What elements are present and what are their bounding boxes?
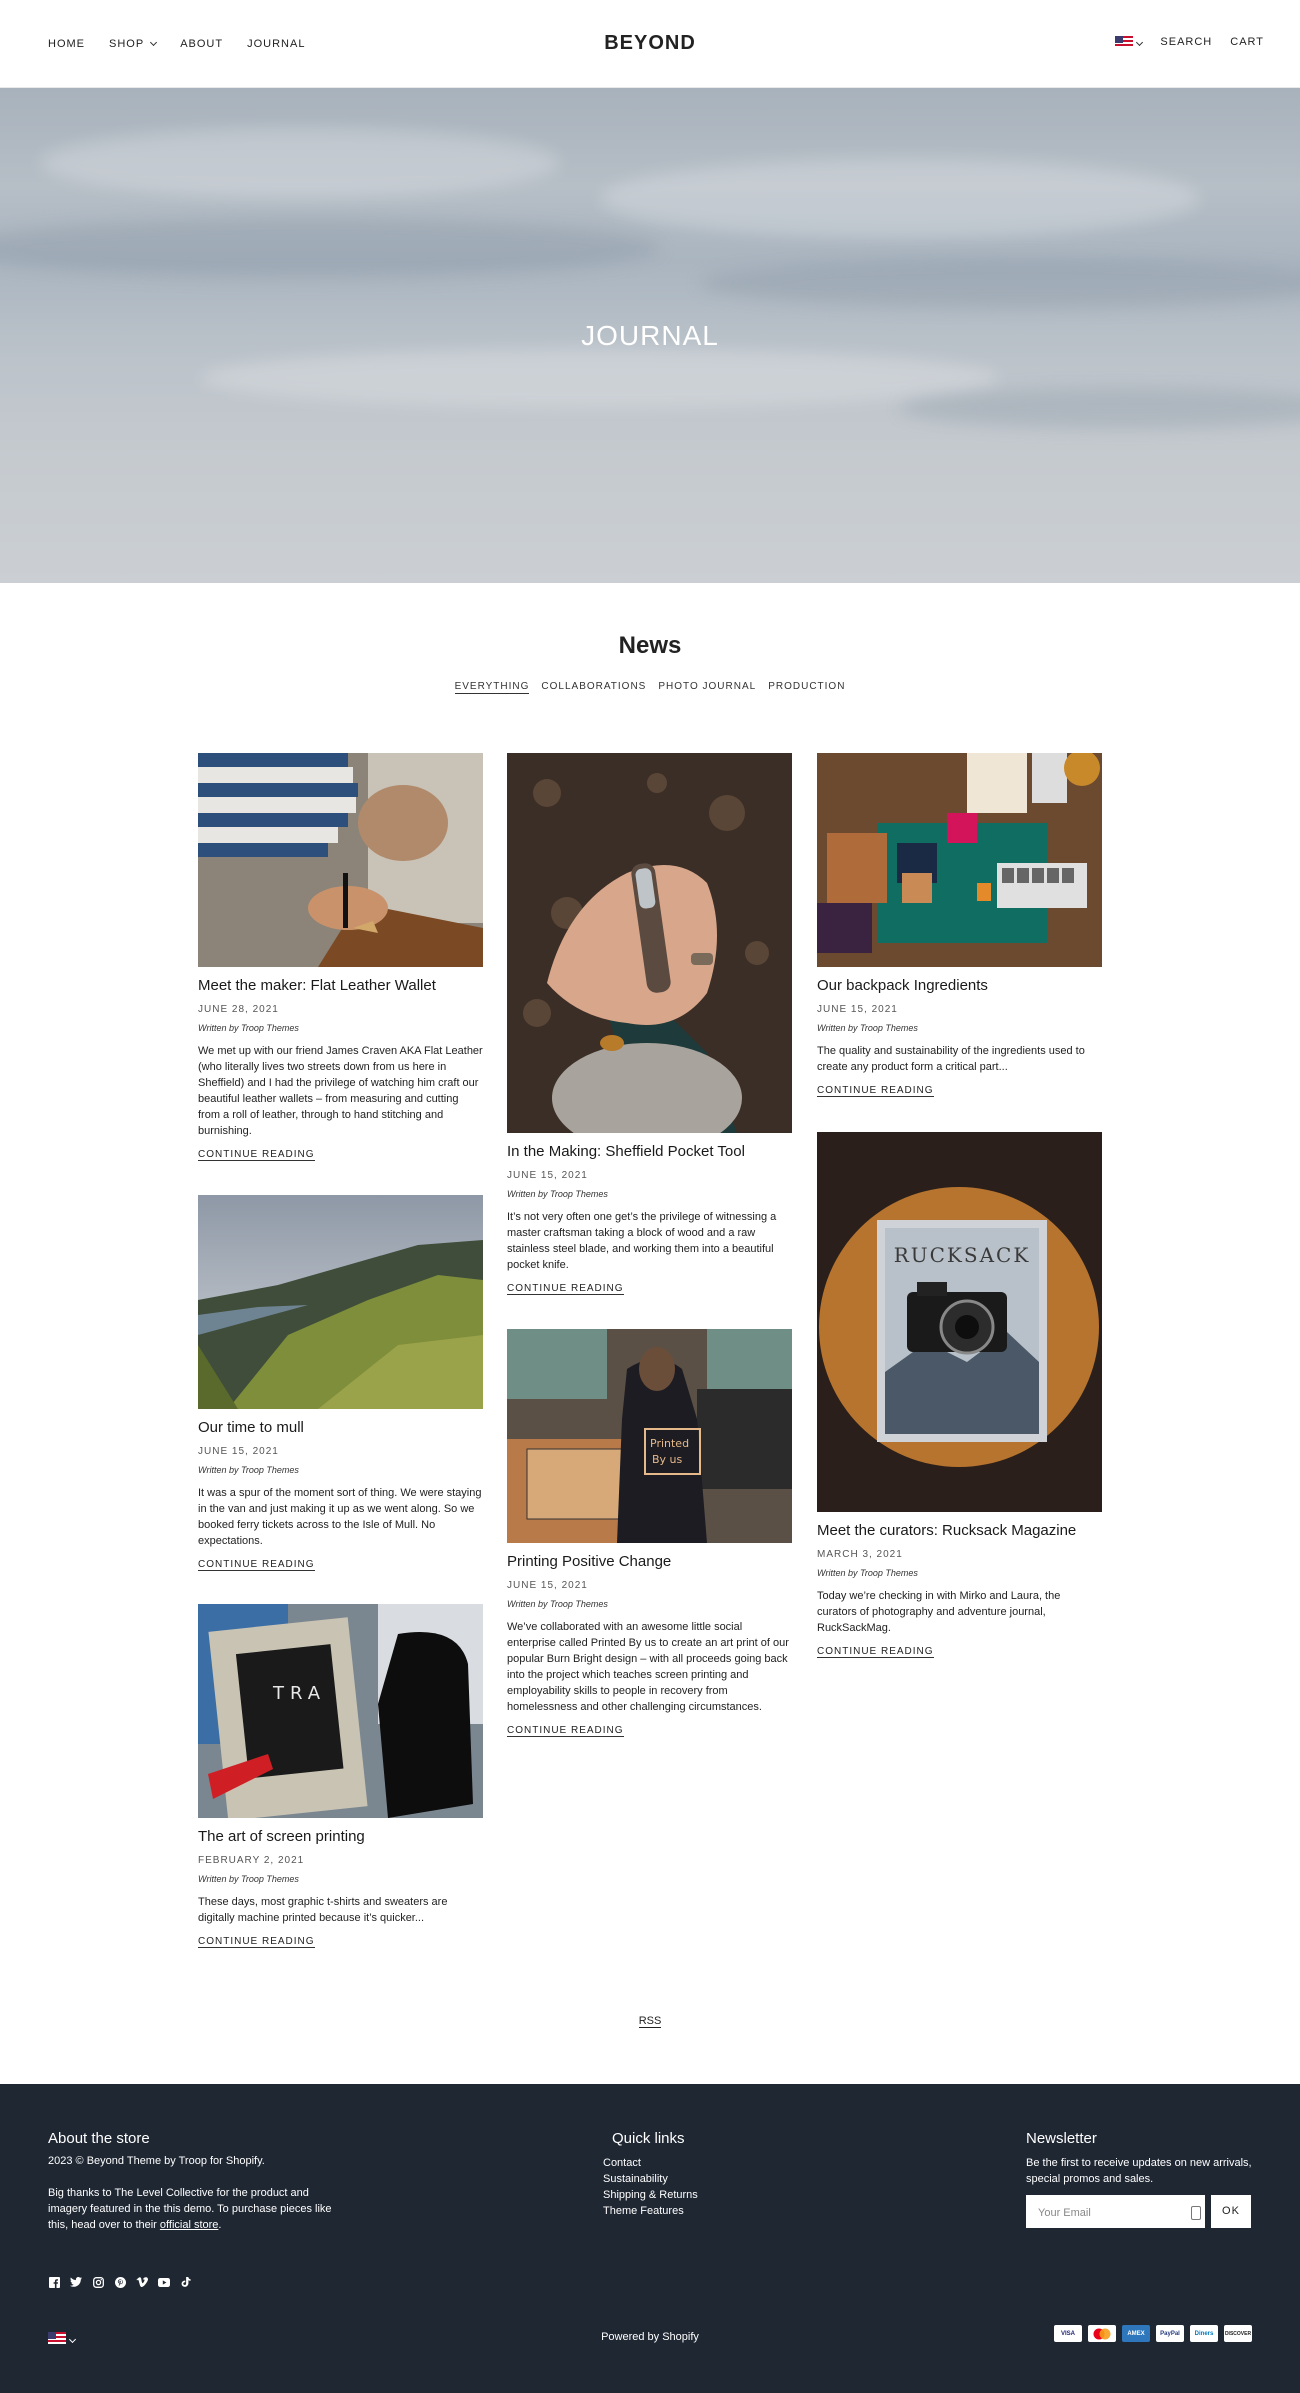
mastercard-icon xyxy=(1088,2325,1116,2342)
article-date: JUNE 15, 2021 xyxy=(507,1170,588,1181)
article-title[interactable]: In the Making: Sheffield Pocket Tool xyxy=(507,1143,745,1160)
article-author: Written by Troop Themes xyxy=(507,1189,608,1199)
footer-link-contact[interactable]: Contact xyxy=(603,2157,641,2169)
footer-link-theme-features[interactable]: Theme Features xyxy=(603,2205,684,2217)
discover-icon: DISCOVER xyxy=(1224,2325,1252,2342)
hero-cloud xyxy=(700,258,1300,308)
continue-reading-link[interactable]: CONTINUE READING xyxy=(507,1725,624,1736)
payment-icons xyxy=(1054,2325,1252,2342)
article-card xyxy=(507,753,792,1296)
printed-by-us-photo xyxy=(507,1329,792,1543)
article-card xyxy=(198,1604,483,1949)
article-excerpt: It’s not very often one get’s the privilege of witnessing a master craftsman taking a block of wood and a raw stainless steel blade, and working them into a beautiful pocket knife. xyxy=(507,1211,777,1271)
nav-home[interactable]: HOME xyxy=(48,38,85,50)
footer-about xyxy=(48,2131,348,2233)
article-date: JUNE 28, 2021 xyxy=(198,1004,279,1015)
newsletter-submit-button[interactable]: OK xyxy=(1211,2195,1251,2228)
article-author: Written by Troop Themes xyxy=(817,1023,918,1033)
continue-reading-link[interactable]: CONTINUE READING xyxy=(198,1936,315,1947)
footer-about-title: About the store xyxy=(48,2130,150,2147)
magazine-masthead: RUCKSACK xyxy=(893,1243,1031,1267)
article-title[interactable]: Our backpack Ingredients xyxy=(817,977,988,994)
footer-thanks-text: Big thanks to The Level Collective for the product and imagery featured in the this demo. To purchase pieces like this, head over to their xyxy=(48,2187,332,2231)
section-title: News xyxy=(618,632,682,659)
article-card xyxy=(507,1329,792,1738)
article-date: FEBRUARY 2, 2021 xyxy=(198,1855,305,1866)
category-filters xyxy=(0,681,1300,694)
article-image[interactable] xyxy=(817,1132,1102,1512)
article-author: Written by Troop Themes xyxy=(817,1568,918,1578)
footer-thanks-period: . xyxy=(218,2219,222,2231)
twitter-icon[interactable] xyxy=(70,2276,82,2288)
backpack-ingredients-photo xyxy=(817,753,1102,967)
newsletter-title: Newsletter xyxy=(1026,2130,1097,2147)
article-card xyxy=(198,753,483,1162)
rss-link-wrap xyxy=(0,2015,1300,2027)
print-lettering: Printed xyxy=(650,1437,690,1450)
footer-copyright: 2023 © Beyond Theme by Troop for Shopify. xyxy=(48,2155,265,2167)
powered-by-shopify[interactable]: Powered by Shopify xyxy=(601,2331,699,2343)
article-image[interactable] xyxy=(198,1604,483,1818)
hero-banner xyxy=(0,88,1300,583)
article-excerpt: Today we’re checking in with Mirko and Laura, the curators of photography and adventure journal, RuckSackMag. xyxy=(817,1590,1061,1634)
hero-cloud xyxy=(900,388,1300,428)
paypal-icon: PayPal xyxy=(1156,2325,1184,2342)
filter-production[interactable]: PRODUCTION xyxy=(768,681,846,692)
continue-reading-link[interactable]: CONTINUE READING xyxy=(507,1283,624,1294)
nav-shop-label: SHOP xyxy=(109,38,145,50)
article-excerpt: We met up with our friend James Craven AKA Flat Leather (who literally lives two streets down from us here in Sheffield) and I had the privilege of watching him craft our beautiful leather wallets – from measuring and cutting from a roll of leather, through to hand stitching and burnishing. xyxy=(198,1045,483,1137)
article-excerpt: It was a spur of the moment sort of thing. We were staying in the van and just making it up as we went along. So we booked ferry tickets across to the Isle of Mull. No expectations. xyxy=(198,1487,482,1547)
article-excerpt: We’ve collaborated with an awesome little social enterprise called Printed By us to create an art print of our popular Burn Bright design – with all proceeds going back into the project which teaches screen printing and employability skills to people in recovery from homelessness and other challenging circumstances. xyxy=(507,1621,789,1713)
hero-cloud xyxy=(200,348,1000,408)
rss-link[interactable]: RSS xyxy=(638,2015,662,2027)
cart-link[interactable]: CART xyxy=(1230,36,1264,49)
article-title[interactable]: Printing Positive Change xyxy=(507,1553,672,1570)
article-author: Written by Troop Themes xyxy=(198,1874,299,1884)
article-date: JUNE 15, 2021 xyxy=(507,1580,588,1591)
footer-links-title: Quick links xyxy=(612,2130,685,2147)
article-date: MARCH 3, 2021 xyxy=(817,1549,903,1560)
social-links xyxy=(48,2276,192,2288)
tiktok-icon[interactable] xyxy=(180,2276,192,2288)
filter-everything[interactable]: EVERYTHING xyxy=(454,681,530,692)
rucksack-magazine-photo xyxy=(817,1132,1102,1512)
article-image[interactable] xyxy=(507,1329,792,1543)
article-card xyxy=(817,753,1102,1098)
site-header xyxy=(0,0,1300,88)
diners-icon: Diners xyxy=(1190,2325,1218,2342)
article-card xyxy=(198,1195,483,1572)
hero-cloud xyxy=(40,128,560,198)
hero-cloud xyxy=(0,218,660,278)
site-logo[interactable]: BEYOND xyxy=(604,32,696,54)
footer-link-shipping[interactable]: Shipping & Returns xyxy=(603,2189,698,2201)
article-excerpt: The quality and sustainability of the ingredients used to create any product form a critical part... xyxy=(817,1045,1085,1073)
amex-icon: AMEX xyxy=(1122,2325,1150,2342)
newsletter-text: Be the first to receive updates on new arrivals, special promos and sales. xyxy=(1026,2157,1252,2185)
article-date: JUNE 15, 2021 xyxy=(817,1004,898,1015)
us-flag-icon xyxy=(1115,36,1133,48)
filter-collaborations[interactable]: COLLABORATIONS xyxy=(541,681,647,692)
article-title[interactable]: The art of screen printing xyxy=(198,1828,365,1845)
youtube-icon[interactable] xyxy=(158,2276,170,2288)
hero-cloud xyxy=(600,158,1200,238)
screen-printing-photo xyxy=(198,1604,483,1818)
facebook-icon[interactable] xyxy=(48,2276,60,2288)
nav-about[interactable]: ABOUT xyxy=(180,38,224,50)
vimeo-icon[interactable] xyxy=(136,2276,148,2288)
search-link[interactable]: SEARCH xyxy=(1160,36,1213,49)
continue-reading-link[interactable]: CONTINUE READING xyxy=(817,1646,934,1657)
header-actions xyxy=(1115,36,1264,48)
mull-landscape-photo xyxy=(198,1195,483,1409)
article-title[interactable]: Our time to mull xyxy=(198,1419,304,1436)
article-author: Written by Troop Themes xyxy=(198,1465,299,1475)
footer-quick-links xyxy=(603,2131,698,2219)
article-author: Written by Troop Themes xyxy=(507,1599,608,1609)
continue-reading-link[interactable]: CONTINUE READING xyxy=(198,1149,315,1160)
chevron-down-icon xyxy=(1136,39,1143,46)
filter-photo-journal[interactable]: PHOTO JOURNAL xyxy=(658,681,757,692)
pinterest-icon[interactable] xyxy=(114,2276,126,2288)
article-excerpt: These days, most graphic t-shirts and sweaters are digitally machine printed because it’s quicker... xyxy=(198,1896,448,1924)
article-image[interactable] xyxy=(817,753,1102,967)
newsletter-email-input[interactable]: Your Email xyxy=(1026,2195,1205,2228)
article-image[interactable] xyxy=(198,1195,483,1409)
newsletter-form xyxy=(1026,2195,1256,2228)
print-lettering: By us xyxy=(652,1453,683,1466)
pocket-tool-photo xyxy=(507,753,792,1133)
footer-link-sustainability[interactable]: Sustainability xyxy=(603,2173,668,2185)
article-image[interactable] xyxy=(198,753,483,967)
official-store-link[interactable]: official store xyxy=(159,2219,219,2231)
article-title[interactable]: Meet the curators: Rucksack Magazine xyxy=(817,1522,1077,1539)
site-footer xyxy=(0,2084,1300,2393)
article-date: JUNE 15, 2021 xyxy=(198,1446,279,1457)
leather-craft-photo xyxy=(198,753,483,967)
continue-reading-link[interactable]: CONTINUE READING xyxy=(198,1559,315,1570)
article-author: Written by Troop Themes xyxy=(198,1023,299,1033)
instagram-icon[interactable] xyxy=(92,2276,104,2288)
footer-newsletter xyxy=(1026,2131,1256,2228)
continue-reading-link[interactable]: CONTINUE READING xyxy=(817,1085,934,1096)
article-title[interactable]: Meet the maker: Flat Leather Wallet xyxy=(198,977,436,994)
nav-journal[interactable]: JOURNAL xyxy=(247,38,306,50)
visa-icon: VISA xyxy=(1054,2325,1082,2342)
print-lettering: TRA xyxy=(273,1683,327,1704)
article-card xyxy=(817,1132,1102,1659)
currency-selector[interactable] xyxy=(1115,36,1142,48)
hero-title: JOURNAL xyxy=(581,320,719,351)
footer-thanks xyxy=(48,2185,348,2233)
article-image[interactable] xyxy=(507,753,792,1133)
